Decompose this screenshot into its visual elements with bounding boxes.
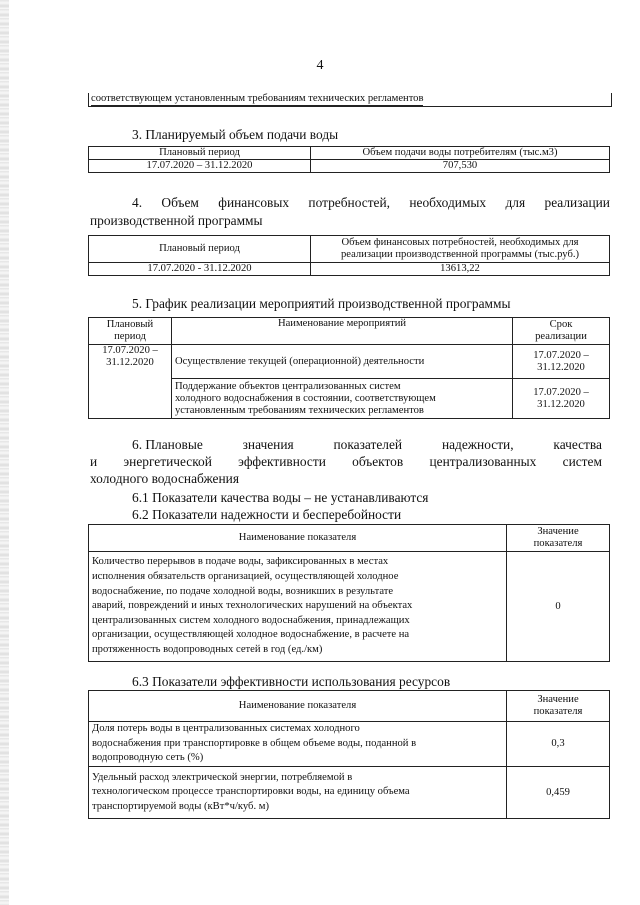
table62-row-line: организации, осуществляющей холодное водоснабжение, в расчете на xyxy=(92,629,410,641)
section5-row1-term-line2: 31.12.2020 xyxy=(537,361,585,373)
section6-heading-line2 xyxy=(90,454,602,470)
table62-col-name: Наименование показателя xyxy=(89,525,507,552)
section4-heading-word: потребностей, xyxy=(308,195,391,210)
table62-col-value xyxy=(507,525,610,552)
section4-col-finance-line2: реализации производственной программы (тыс.руб.) xyxy=(340,249,580,260)
section6-sub63: 6.3 Показатели эффективности использования ресурсов xyxy=(132,674,451,689)
table63-row2-line: технологическом процессе транспортировки воды, на единицу объема xyxy=(92,786,410,798)
section5-row2-name-line: Поддержание объектов централизованных систем xyxy=(175,380,401,392)
top-continuation-text: соответствующем установленным требованиям технических регламентов xyxy=(91,93,424,104)
section6-heading-word: показателей xyxy=(333,437,403,452)
section6-sub61: 6.1 Показатели качества воды – не устанавливаются xyxy=(132,490,429,505)
section6-heading-word: энергетической xyxy=(123,454,212,469)
table63-row1-name xyxy=(89,722,507,767)
table63-row2-line: Удельный расход электрической энергии, потребляемой в xyxy=(92,771,353,783)
section5-col-term-line2: реализации xyxy=(535,331,587,342)
section6-heading-word: централизованных xyxy=(429,454,537,469)
table62-row-line: исполнения обязательств организацией, осуществляющей холодное xyxy=(92,571,399,583)
section5-row2-name-line: установленным требованиям технических регламентов xyxy=(175,404,424,416)
table62 xyxy=(88,524,610,662)
section6-heading-word: надежности, xyxy=(441,437,514,452)
section5-col-activity: Наименование мероприятий xyxy=(172,318,513,345)
section4-heading-word: для xyxy=(505,195,526,210)
section5-row2-name xyxy=(172,379,513,419)
section5-period-line1: 17.07.2020 – xyxy=(102,345,158,356)
table63-row1-line: водоснабжения при транспортировке в общем объеме воды, поданной в xyxy=(92,737,417,749)
section5-period-line2: 31.12.2020 xyxy=(106,357,154,368)
table62-row-line: централизованных систем холодного водоснабжения, принадлежащих xyxy=(92,614,410,626)
section4-col-period: Плановый период xyxy=(89,236,311,263)
table62-row-value: 0 xyxy=(507,552,610,662)
section6-sub62: 6.2 Показатели надежности и бесперебойности xyxy=(132,507,402,522)
section6-heading-word: и xyxy=(90,454,98,469)
table63-row1-line: Доля потерь воды в централизованных системах холодного xyxy=(92,723,360,735)
section4-period: 17.07.2020 - 31.12.2020 xyxy=(89,263,311,276)
section5-col-term-line1: Срок xyxy=(549,319,573,330)
table63-row2-line: транспортируемой воды (кВт*ч/куб. м) xyxy=(92,800,269,812)
section5-row2-term-line1: 17.07.2020 – xyxy=(533,386,589,398)
section3-value: 707,530 xyxy=(311,160,610,173)
section5-col-period-line1: Плановый xyxy=(106,319,154,330)
section5-period xyxy=(89,345,172,419)
section4-col-finance xyxy=(311,236,610,263)
section6-heading-word: систем xyxy=(562,454,602,469)
section4-table xyxy=(88,235,610,276)
section3-period: 17.07.2020 – 31.12.2020 xyxy=(89,160,311,173)
table62-row-line: Количество перерывов в подаче воды, зафиксированных в местах xyxy=(92,556,389,568)
page-number: 4 xyxy=(316,58,324,73)
section5-row2-name-line: холодного водоснабжения в состоянии, соответствующем xyxy=(175,392,436,404)
section3-col-volume: Объем подачи воды потребителям (тыс.м3) xyxy=(311,147,610,160)
section3-heading: 3. Планируемый объем подачи воды xyxy=(132,127,339,142)
table63-col-value xyxy=(507,691,610,722)
section5-heading: 5. График реализации мероприятий производственной программы xyxy=(132,296,511,311)
section4-heading-word: 4. xyxy=(132,195,143,210)
section5-row1-term xyxy=(513,345,610,379)
table63-col-value-line2: показателя xyxy=(533,706,583,717)
table62-row-line: протяженность водопроводных сетей в год (ед./км) xyxy=(92,643,323,655)
section4-heading-line1 xyxy=(132,195,610,211)
section6-heading-word: значения xyxy=(242,437,294,452)
section3-table xyxy=(88,146,610,173)
table63-row1-value: 0,3 xyxy=(507,722,610,767)
scan-edge-artifact xyxy=(0,0,9,905)
section4-heading-word: Объем xyxy=(161,195,199,210)
section5-row2-term-line2: 31.12.2020 xyxy=(537,398,585,410)
section5-table xyxy=(88,317,610,419)
section4-heading-word: финансовых xyxy=(218,195,290,210)
section4-heading-word: реализации xyxy=(544,195,610,210)
section5-col-period-line2: период xyxy=(114,331,146,342)
section5-col-period xyxy=(89,318,172,345)
table63 xyxy=(88,690,610,819)
table63-row1-line: водопроводную сеть (%) xyxy=(92,752,204,764)
table63-row2-value: 0,459 xyxy=(507,767,610,819)
section6-heading-word: эффективности xyxy=(238,454,326,469)
table63-row2-name xyxy=(89,767,507,819)
section3-col-period: Плановый период xyxy=(89,147,311,160)
section5-row1-term-line1: 17.07.2020 – xyxy=(533,349,589,361)
section5-row1-name: Осуществление текущей (операционной) деятельности xyxy=(172,345,513,379)
table63-col-name: Наименование показателя xyxy=(89,691,507,722)
table62-col-value-line1: Значение xyxy=(537,526,579,537)
section5-row2-term xyxy=(513,379,610,419)
section4-col-finance-line1: Объем финансовых потребностей, необходимых для xyxy=(341,237,579,248)
section4-value: 13613,22 xyxy=(311,263,610,276)
section6-heading-line1 xyxy=(132,437,602,453)
table62-row-line: аварий, повреждений и иных технологических нарушений на объектах xyxy=(92,600,413,612)
table62-col-value-line2: показателя xyxy=(533,538,583,549)
section6-heading-line3: холодного водоснабжения xyxy=(90,471,239,486)
section4-heading-line2: производственной программы xyxy=(90,213,263,228)
top-continuation-row xyxy=(88,93,612,107)
table62-row-name xyxy=(89,552,507,662)
section6-heading-word: 6. Плановые xyxy=(132,437,203,452)
table63-col-value-line1: Значение xyxy=(537,694,579,705)
section4-heading-word: необходимых xyxy=(409,195,487,210)
table62-row-line: водоснабжение, по подаче холодной воды, возникших в результате xyxy=(92,585,394,597)
section6-heading-word: качества xyxy=(553,437,602,452)
section5-col-term xyxy=(513,318,610,345)
section6-heading-word: объектов xyxy=(352,454,404,469)
